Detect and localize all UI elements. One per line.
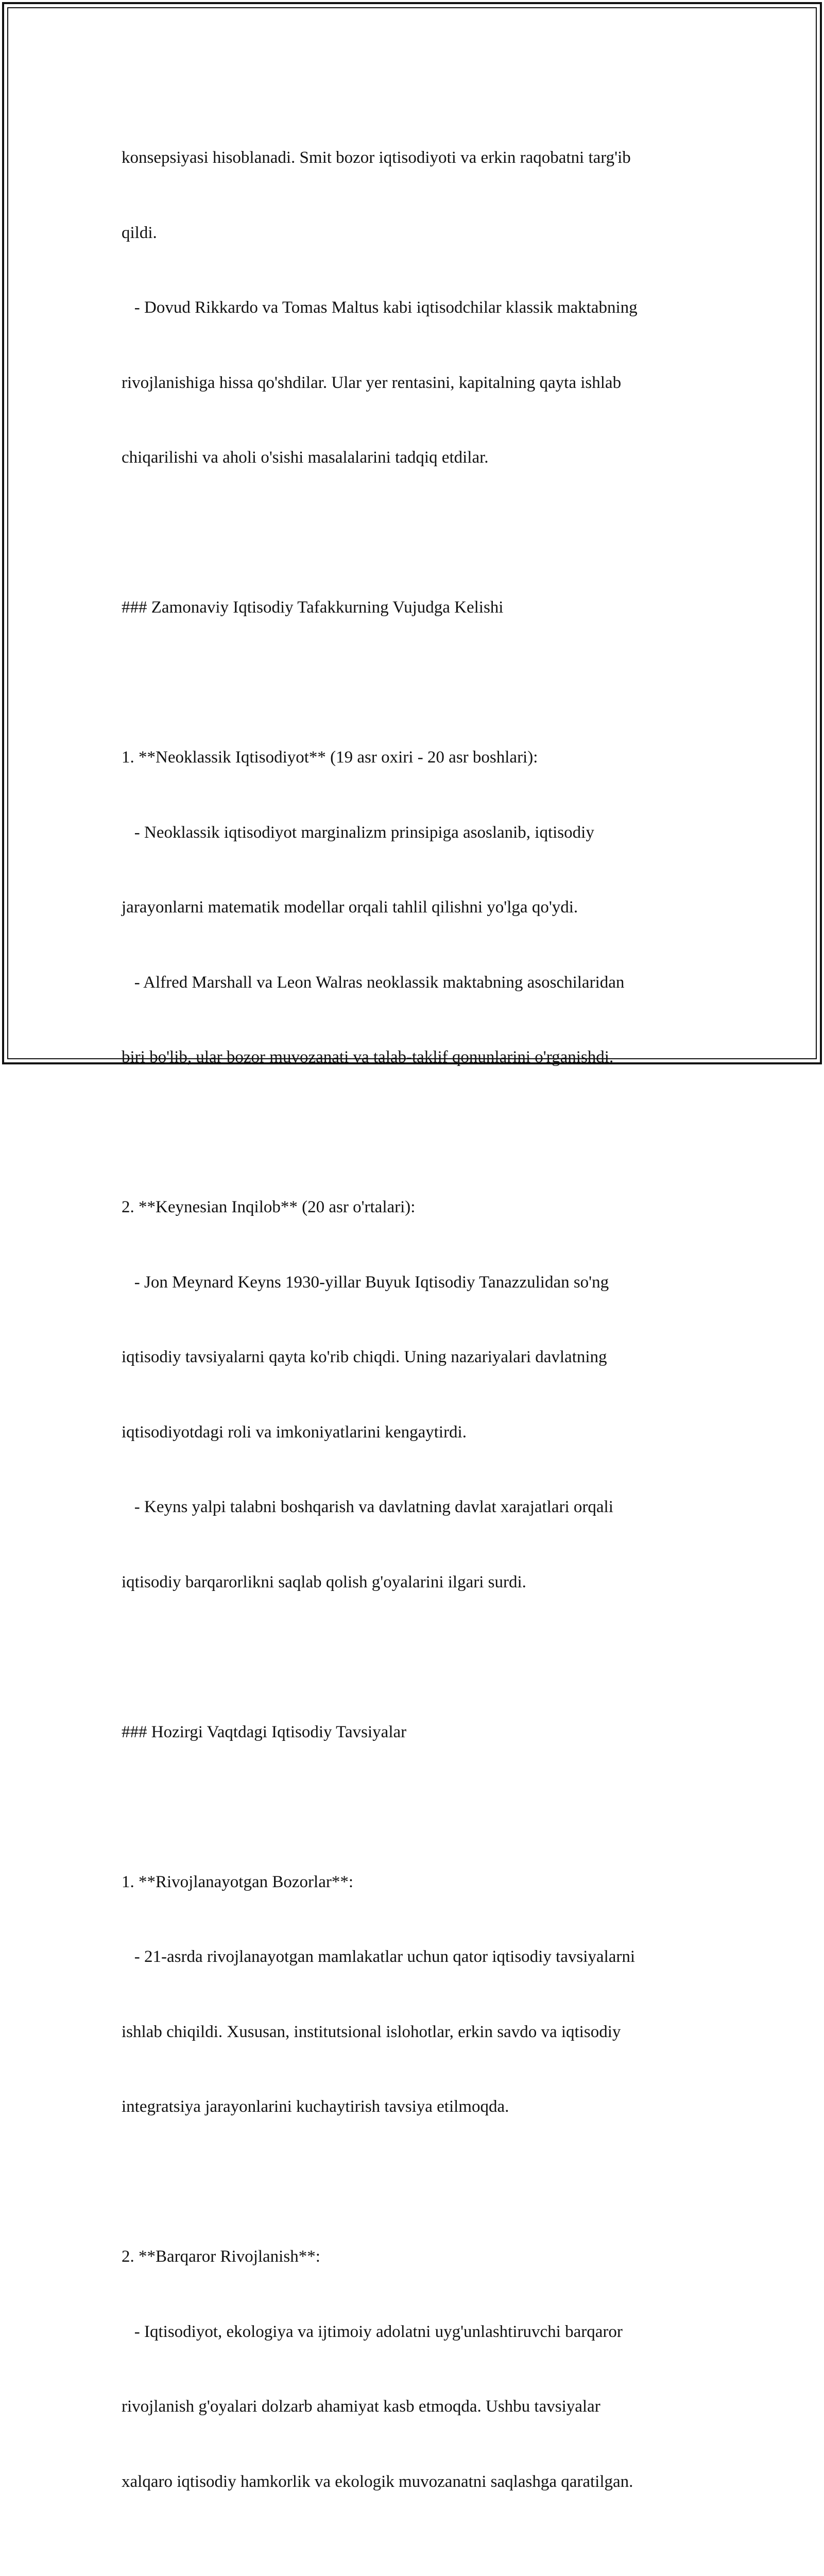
document-body	[122, 95, 709, 2576]
text-line: - Dovud Rikkardo va Tomas Maltus kabi iqtisodchilar klassik maktabning	[122, 298, 638, 317]
text-line: iqtisodiyotdagi roli va imkoniyatlarini kengaytirdi.	[122, 1422, 467, 1442]
blank-line	[122, 2170, 709, 2195]
text-line: chiqarilishi va aholi o'sishi masalalarini tadqiq etdilar.	[122, 448, 489, 467]
text-line: iqtisodiy barqarorlikni saqlab qolish g'oyalarini ilgari surdi.	[122, 1572, 526, 1591]
text-line: - Keyns yalpi talabni boshqarish va davlatning davlat xarajatlari orqali	[122, 1498, 613, 1516]
text-line: - Neoklassik iqtisodiyot marginalizm prinsipiga asoslanib, iqtisodiy	[122, 823, 594, 842]
list-item-heading: 2. **Keynesian Inqilob** (20 asr o'rtalari):	[122, 1198, 416, 1216]
text-line: ishlab chiqildi. Xususan, institutsional islohotlar, erkin savdo va iqtisodiy	[122, 2022, 621, 2041]
section-heading: ### Hozirgi Vaqtdagi Iqtisodiy Tavsiyalar	[122, 1722, 407, 1741]
list-item-heading: 1. **Neoklassik Iqtisodiyot** (19 asr oxiri - 20 asr boshlari):	[122, 748, 538, 767]
blank-line	[122, 1794, 709, 1820]
blank-line	[122, 2544, 709, 2569]
text-line: qildi.	[122, 223, 157, 242]
text-line: jarayonlarni matematik modellar orqali tahlil qilishni yo'lga qo'ydi.	[122, 898, 578, 917]
text-line: - Alfred Marshall va Leon Walras neoklassik maktabning asoschilaridan	[122, 973, 625, 992]
text-line: rivojlanish g'oyalari dolzarb ahamiyat kasb etmoqda. Ushbu tavsiyalar	[122, 2397, 600, 2416]
blank-line	[122, 670, 709, 696]
text-line: xalqaro iqtisodiy hamkorlik va ekologik muvozanatni saqlashga qaratilgan.	[122, 2472, 633, 2491]
text-line: konsepsiyasi hisoblanadi. Smit bozor iqtisodiyoti va erkin raqobatni targ'ib	[122, 148, 631, 167]
text-line: rivojlanishiga hissa qo'shdilar. Ular yer rentasini, kapitalning qayta ishlab	[122, 373, 622, 392]
section-heading: ### Zamonaviy Iqtisodiy Tafakkurning Vujudga Kelishi	[122, 598, 504, 617]
text-line: - Iqtisodiyot, ekologiya va ijtimoiy adolatni uyg'unlashtiruvchi barqaror	[122, 2322, 623, 2341]
text-line: integratsiya jarayonlarini kuchaytirish tavsiya etilmoqda.	[122, 2097, 509, 2116]
text-line: iqtisodiy tavsiyalarni qayta ko'rib chiqdi. Uning nazariyalari davlatning	[122, 1348, 607, 1366]
blank-line	[122, 1120, 709, 1145]
text-line: biri bo'lib, ular bozor muvozanati va talab-taklif qonunlarini o'rganishdi.	[122, 1048, 614, 1066]
blank-line	[122, 1645, 709, 1670]
blank-line	[122, 520, 709, 546]
list-item-heading: 2. **Barqaror Rivojlanish**:	[122, 2247, 320, 2266]
list-item-heading: 1. **Rivojlanayotgan Bozorlar**:	[122, 1872, 353, 1891]
text-line: - 21-asrda rivojlanayotgan mamlakatlar uchun qator iqtisodiy tavsiyalarni	[122, 1947, 636, 1966]
text-line: - Jon Meynard Keyns 1930-yillar Buyuk Iqtisodiy Tanazzulidan so'ng	[122, 1273, 609, 1292]
